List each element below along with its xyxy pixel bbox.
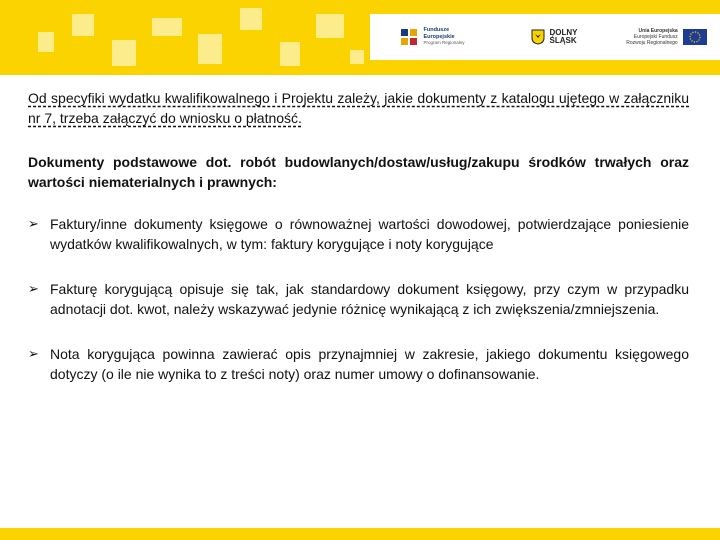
list-item: [28, 279, 689, 319]
bullet-text: Nota korygująca powinna zawierać opis przynajmniej w zakresie, jakiego dokumentu księgowego dotyczy (o ile nie wynika to z treści noty) oraz numer umowy o dofinansowanie.: [50, 346, 689, 382]
decorative-square: [350, 50, 364, 64]
list-item: [28, 344, 689, 384]
eagle-crest-icon: [531, 29, 545, 45]
decorative-square: [198, 34, 222, 64]
footer-bar: [0, 528, 720, 540]
bullet-list: [28, 214, 689, 384]
decorative-square: [316, 14, 344, 38]
fe-line3: Program Regionalny: [423, 40, 465, 46]
eu-line1: Unia Europejska: [638, 28, 678, 34]
ds-line1: DOLNY: [549, 28, 578, 37]
decorative-square: [72, 14, 94, 36]
arrow-bullet-icon: ➢: [28, 346, 39, 361]
ds-line2: ŚLĄSK: [549, 36, 577, 45]
bullet-text: Faktury/inne dokumenty księgowe o równoważnej wartości dowodowej, potwierdzające poniesienie wydatków kwalifikowalnych, w tym: faktury korygujące i noty korygujące: [50, 216, 689, 252]
decorative-square: [152, 18, 182, 36]
decorative-square: [112, 40, 136, 66]
intro-paragraph: Od specyfiki wydatku kwalifikowalnego i Projektu zależy, jakie dokumenty z katalogu ujętego w załączniku nr 7, trzeba załączyć do wniosku o płatność.: [28, 90, 689, 126]
logo-unia-europejska: [613, 14, 720, 60]
section-heading: Dokumenty podstawowe dot. robót budowlanych/dostaw/usług/zakupu środków trwałych oraz wartości niematerialnych i prawnych:: [28, 154, 689, 190]
arrow-bullet-icon: ➢: [28, 281, 39, 296]
fe-line1: Fundusze: [423, 27, 450, 34]
fe-stars-icon: [400, 28, 418, 46]
arrow-bullet-icon: ➢: [28, 216, 39, 231]
eu-line2: Europejski Fundusz: [633, 34, 678, 40]
header-banner: [0, 0, 720, 75]
fe-line2: Europejskie: [423, 33, 455, 40]
decorative-square: [280, 42, 300, 66]
eu-flag-icon: [683, 29, 707, 45]
decorative-square: [240, 8, 262, 30]
list-item: [28, 214, 689, 254]
decorative-square: [38, 32, 54, 52]
eu-line3: Rozwoju Regionalnego: [626, 40, 678, 46]
bullet-text: Fakturę korygującą opisuje się tak, jak standardowy dokument księgowy, przy czym w przypadku adnotacji dot. kwot, należy wskazywać jedynie różnicę wynikającą z ich zwiększenia/zmniejszenia.: [50, 281, 689, 317]
logo-fundusze-europejskie: [370, 14, 495, 60]
main-content: [28, 88, 689, 384]
logo-dolny-slask: [495, 14, 613, 60]
